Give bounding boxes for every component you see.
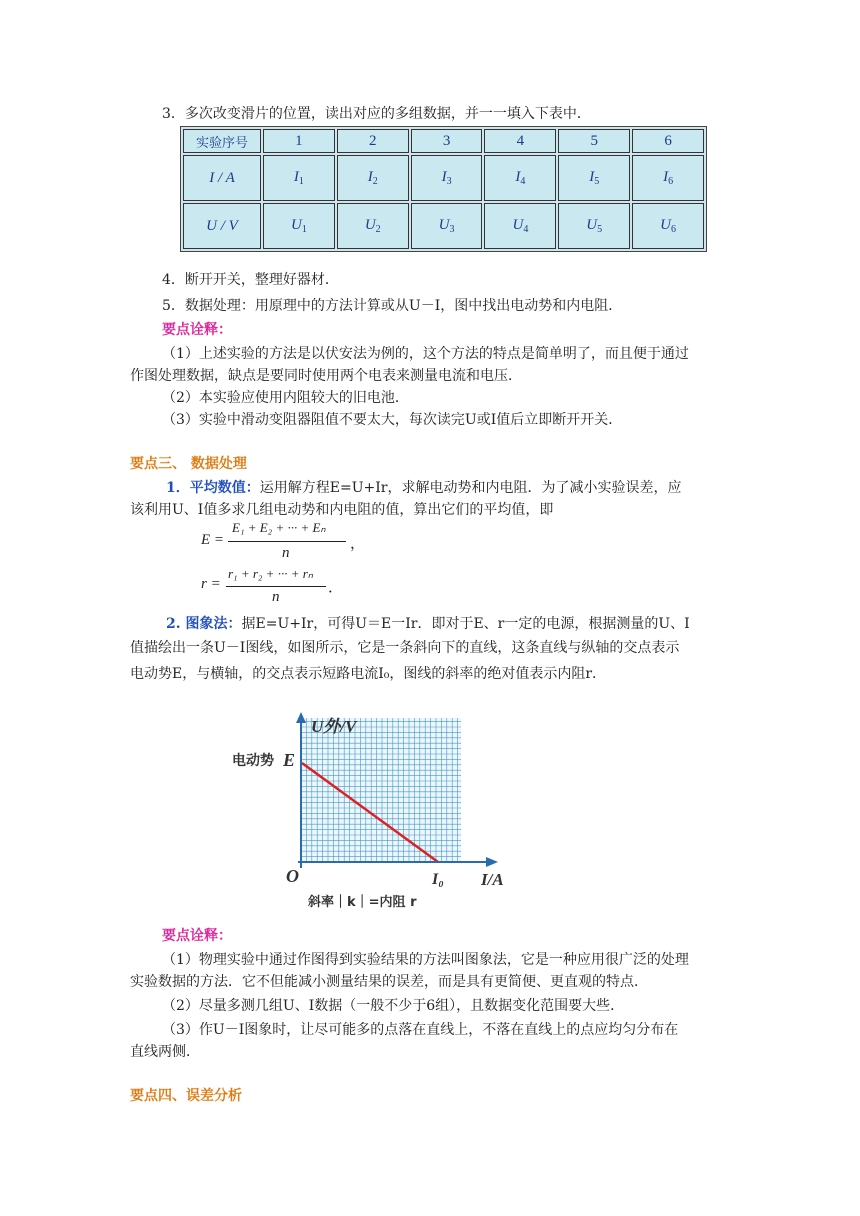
note2-item1-line1: （1）物理实验中通过作图得到实验结果的方法叫图象法，它是一种应用很广泛的处理	[162, 952, 689, 968]
table-col-5: 5	[558, 129, 630, 153]
row-label-voltage: U / V	[183, 203, 261, 249]
cell-symbol: U	[364, 217, 376, 233]
cell-symbol: I	[515, 169, 521, 185]
e-label: 电动势	[232, 753, 274, 769]
cell-subscript: 5	[597, 224, 603, 235]
data-table	[180, 126, 707, 252]
step-3-text: 3．多次改变滑片的位置，读出对应的多组数据，并一一填入下表中．	[162, 106, 591, 122]
cell-subscript: 3	[446, 176, 452, 187]
cell-symbol: I	[293, 169, 299, 185]
step-4-text: 4．断开开关，整理好器材．	[162, 272, 339, 288]
table-cell-voltage-6	[632, 203, 704, 249]
table-cell-current-6	[632, 155, 704, 201]
table-col-3: 3	[411, 129, 483, 153]
table-cell-current-2	[337, 155, 409, 201]
i0-label: I₀	[432, 871, 444, 888]
graph-paragraph-line3: 电动势E，与横轴，的交点表示短路电流I₀，图线的斜率的绝对值表示内阻r．	[130, 666, 607, 682]
note1-item2: （2）本实验应使用内阻较大的旧电池．	[162, 390, 409, 406]
formula-e-tail: ，	[350, 536, 366, 552]
formula-r-bar	[226, 586, 326, 587]
cell-symbol: U	[660, 217, 671, 233]
y-axis-label: U外/V	[311, 717, 357, 736]
avg-label: 1．平均数值：	[166, 480, 260, 496]
cell-subscript: 3	[449, 224, 455, 235]
cell-symbol: I	[367, 169, 373, 185]
u-i-graph-figure	[226, 710, 526, 915]
row-label-current: I / A	[183, 155, 261, 201]
formula-e-numerator: E₁ + E₂ + ··· + Eₙ	[232, 520, 326, 535]
table-cell-current-4	[484, 155, 556, 201]
note1-item1-line1: （1）上述实验的方法是以伏安法为例的，这个方法的特点是简单明了，而且便于通过	[162, 346, 689, 362]
formula-e-bar	[228, 541, 346, 542]
note-title-2: 要点诠释：	[162, 928, 232, 944]
formula-r-numerator: r₁ + r₂ + ··· + rₙ	[228, 566, 313, 581]
graph-text-a: 据E=U+Ir，可得U＝E一Ir．即对于E、r一定的电源，根据测量的U、I	[241, 616, 690, 632]
cell-symbol: U	[290, 217, 302, 233]
avg-paragraph-line1	[166, 478, 681, 498]
section-3-title: 要点三、 数据处理	[130, 456, 247, 472]
note1-item1-line2: 作图处理数据，缺点是要同时使用两个电表来测量电流和电压．	[130, 368, 522, 384]
y-axis-arrow	[296, 712, 306, 723]
avg-text-a: 运用解方程E=U+Ir，求解电动势和内电阻．为了减小实验误差，应	[259, 480, 682, 496]
graph-paragraph-line1	[166, 614, 690, 634]
cell-subscript: 2	[372, 176, 378, 187]
cell-subscript: 5	[594, 176, 600, 187]
cell-subscript: 6	[668, 176, 674, 187]
avg-paragraph-line2: 该利用U、I值多求几组电动势和内电阻的值，算出它们的平均值，即	[130, 502, 554, 518]
table-col-1: 1	[263, 129, 335, 153]
table-header-label: 实验序号	[183, 129, 261, 153]
table-cell-current-5	[558, 155, 630, 201]
graph-paragraph-line2: 值描绘出一条U－I图线，如图所示，它是一条斜向下的直线，这条直线与纵轴的交点表示	[130, 640, 680, 656]
graph-grid	[301, 718, 461, 862]
note-title-1: 要点诠释：	[162, 322, 232, 338]
table-col-2: 2	[337, 129, 409, 153]
x-axis-label: I/A	[481, 870, 504, 889]
cell-symbol: U	[438, 217, 450, 233]
formula-r-denominator: n	[272, 589, 280, 605]
e-symbol: E	[283, 750, 296, 770]
note1-item3: （3）实验中滑动变阻器阻值不要太大，每次读完U或I值后立即断开开关．	[162, 412, 623, 428]
table-cell-current-1	[263, 155, 335, 201]
formula-r-lhs: r =	[201, 576, 221, 592]
table-col-4: 4	[484, 129, 556, 153]
table-col-6: 6	[632, 129, 704, 153]
note2-item2: （2）尽量多测几组U、I数据（一般不少于6组），且数据变化范围要大些．	[162, 998, 625, 1014]
cell-subscript: 6	[670, 224, 676, 235]
graph-label: 2. 图象法：	[166, 616, 242, 632]
formula-e-denominator: n	[282, 545, 290, 561]
table-cell-voltage-1	[263, 203, 335, 249]
table-cell-current-3	[411, 155, 483, 201]
cell-subscript: 2	[375, 224, 381, 235]
cell-symbol: U	[512, 217, 524, 233]
table-cell-voltage-3	[411, 203, 483, 249]
origin-label: O	[286, 866, 299, 886]
table-header-row	[183, 129, 704, 153]
slope-caption: 斜率｜k｜=内阻 r	[308, 895, 417, 910]
x-axis-arrow	[486, 857, 498, 867]
step-5-text: 5．数据处理：用原理中的方法计算或从U－I，图中找出电动势和内电阻．	[162, 298, 623, 314]
note2-item1-line2: 实验数据的方法．它不但能减小测量结果的误差，而是具有更简便、更直观的特点．	[130, 974, 648, 990]
cell-subscript: 1	[301, 224, 307, 235]
section-4-title: 要点四、误差分析	[130, 1088, 242, 1104]
note2-item3-line1: （3）作U－I图象时，让尽可能多的点落在直线上，不落在直线上的点应均匀分布在	[162, 1022, 679, 1038]
table-cell-voltage-5	[558, 203, 630, 249]
cell-symbol: I	[663, 169, 669, 185]
table-cell-voltage-2	[337, 203, 409, 249]
cell-symbol: I	[589, 169, 595, 185]
formula-e-lhs: E =	[201, 532, 225, 548]
cell-symbol: U	[586, 217, 598, 233]
cell-symbol: I	[441, 169, 447, 185]
table-row-current	[183, 155, 704, 201]
cell-subscript: 4	[523, 224, 529, 235]
table-cell-voltage-4	[484, 203, 556, 249]
cell-subscript: 1	[298, 176, 304, 187]
formula-r-tail: ．	[328, 580, 344, 596]
table-row-voltage	[183, 203, 704, 249]
note2-item3-line2: 直线两侧．	[130, 1044, 200, 1060]
cell-subscript: 4	[520, 176, 526, 187]
